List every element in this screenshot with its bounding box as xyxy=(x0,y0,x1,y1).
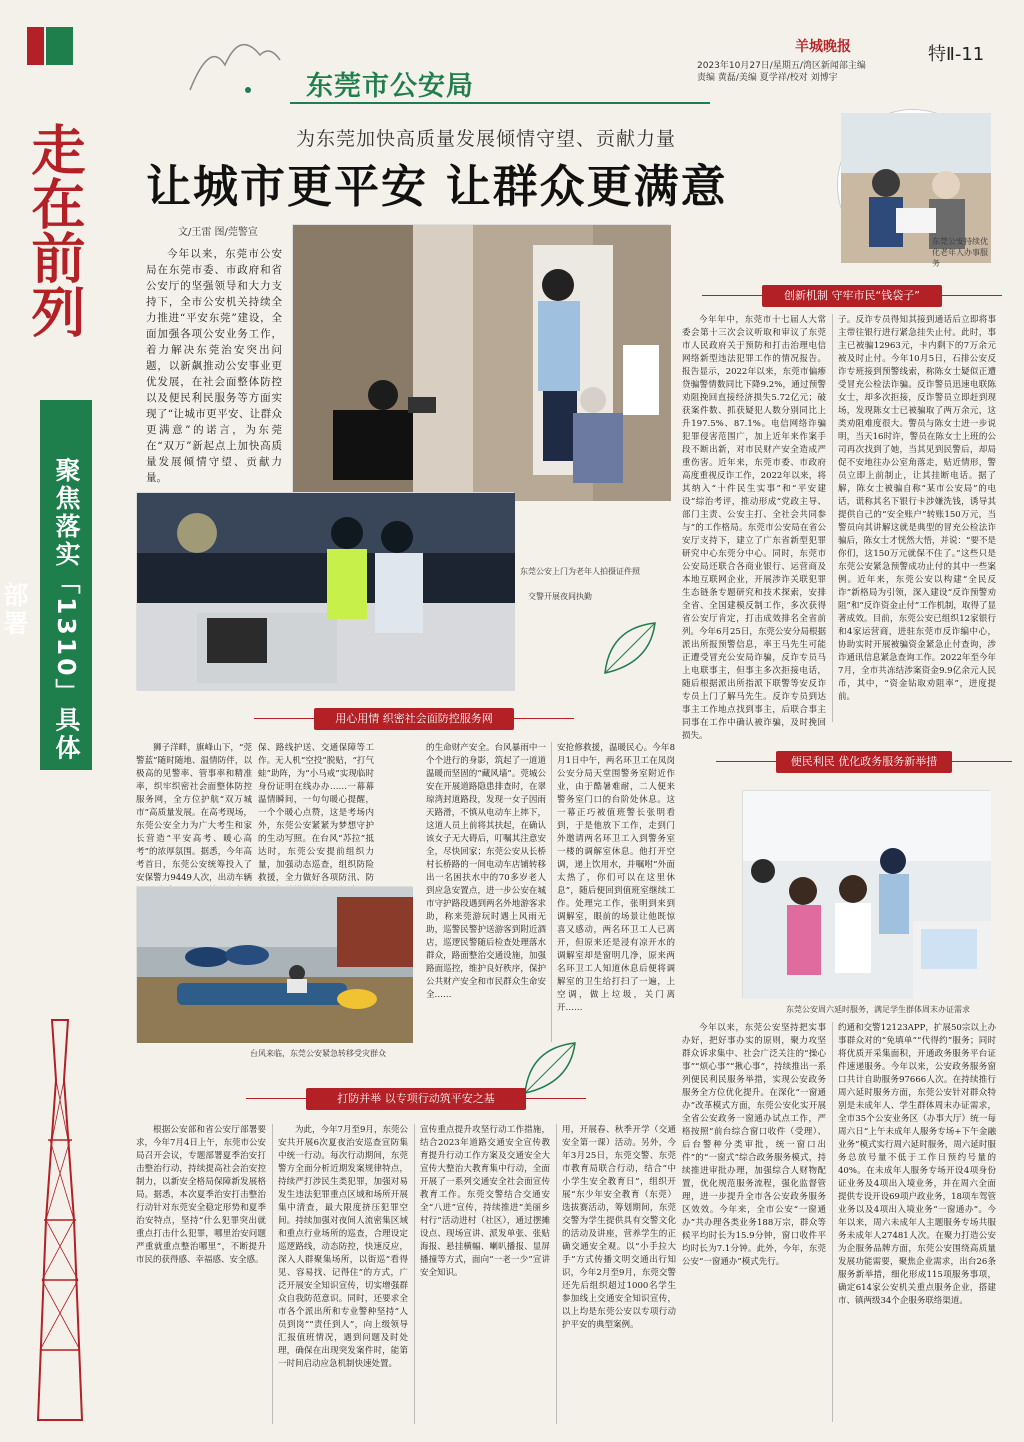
photo-caption: 台风来临，东莞公安紧急转移受灾群众 xyxy=(250,1049,386,1058)
section-title-vertical: 走在前列 xyxy=(23,122,87,338)
column-rule xyxy=(551,742,552,1042)
section-subtitle-vertical: 聚焦落实「1310」具体部署 xyxy=(40,400,92,770)
article-column: 子。反诈专员得知其接到通话后立即将事主带往银行进行紧急挂失止付。此时，事主已被骗12963元，卡内剩下的7万余元被及时止付。今年10月5日，石排公安反诈专班接到预警线索，称陈女士疑似正遭受冒充公检法诈骗。反诈警员迅速电联陈女士，却多次拒接，反诈警员立即赶到现场，发现陈女士已被骗取了两万余元，这类劝阻难度很大。警员与陈女士进一步说明，当天16时许，警员在陈女士上班的公司再次找到了她，当其见到民警后，却局促不安地往办公室角落走，贴近情形，警员立即上前制止，让其挂断电话。据了解，陈女士被骗自称“某市公安局”的电话，谎称其名下银行卡涉嫌洗钱，诱导其提供自己的“安全账户”转账150万元，当警员向其讲解这就是典型的冒充公检法诈骗后，陈女士才恍然大悟，并说：“要不是你们，这150万元就保不住了。”这些只是东莞公安紧急预警成功止付的其中一些案例。近年来，东莞公安以构建“全民反诈”新格局为引领，深入建设“反诈预警劝阻”和“反诈资金止付”工作机制，取得了显著成效。目前，东莞公安已组织12家银行和4家运营商，进驻东莞市反诈编中心，协助实时开展被骗资金紧急止付查询，涉诈通讯信息紧急查询工作。2022年至今年7月，全市共冻结涉案资金9.9亿余元人民币，其中，“资金钻取劝阻率”，进度提前。 xyxy=(838,315,996,702)
article-column: 安抢修救援，温暖民心。今年8月1日中午，两名环卫工在凤岗公安分局天堂围警务室附近作业，由于酷暑难耐，二人便来警务室门口的台阶处休息。这一幕正巧被值班警长张明看到，于是他放下工作，走到门外邀请两名环卫工入到警务室一楼的调解室休息。他打开空调，递上饮用水，并嘱咐“外面太热了，你们可以在这里休息”，随后便回到值班室继续工作。处理完工作，张明到来到调解室，眼前的场景让他既惊喜又感动，两名环卫工人已离开，但原来还是浸有凉开水的调解室却是窗明几净，原来两名环卫工人知道休息后便将调解室的卫生给打扫了一遍，上空调，做上垃圾，关门离开…… xyxy=(557,743,675,1013)
bureau-title: 东莞市公安局 xyxy=(306,71,474,102)
decor-red-block xyxy=(27,27,44,65)
newspaper-logo: 羊城晚报 xyxy=(795,39,851,55)
article-column: 的生命财产安全。台风暴雨中一个个进行的身影，筑起了一道道温暖而坚固的“藏风墙”。莞城公安在开展道路隐患排查时，在翠琼湾封道路段，发现一女子因雨天路滑，不慎从电动车上摔下，这道人员上前将其扶起，在确认该女子无大碍后，叮嘱其注意安全，尽快回家；东莞公安从长桥村长桥路的一间电动车店铺转移出一名困扶水中的70多岁老人到应急安置点，进一步公安在城市守护路段遇到两名外地游客求助，称来莞游玩时遇上风雨无助，巡警民警护送游客到附近酒店，巡逻民警随后检查处理落水群众，路面整治交通设施，加强路面巡控，维护良好秩序，保护公共财产安全和市民群众生命安全…… xyxy=(426,743,546,1000)
article-column: 今年以来，东莞公安坚持把实事办好，把好事办实的原则，聚力攻坚群众诉求集中、社会广泛关注的“操心事”“烦心事”“揪心事”，持续推出一系列便民利民服务举措，实现公安政务服务全方位优化提升。在深化“一窗通办”改革模式方面，东莞公安化实开展全省公安政务一窗通办试点工作，严格按照“前台综合窗口收件（受理）、后台警种分类审批，统一窗口出件”的“一窗式”综合政务服务模式，持续推进审批办理，加强综合人财物配置，优化规范服务流程，强化监督管理，进一步提升全市各公安政务服务区效效。今年来，全市公安“一窗通办”共办理各类业务188万宗，群众等候平均时长为15.9分钟，窗口收件平均时长为7.1分钟。此外，今年，东莞公安“一窗通办”模式先行。 xyxy=(682,1023,826,1267)
decor-green-block xyxy=(46,27,73,65)
section-banner: 创新机制 守牢市民“钱袋子” xyxy=(762,285,942,307)
article-column: 约通和交警12123APP，扩展50宗以上办事群众对的“免填单”“代得约”服务；同时将优质开采集面积，开通政务服务平台证件速递服务。今年以来，公安政务服务窗口共计自助服务97666人次。在持续推行周六延时服务方面，东莞公安针对群众特别是未成年人、学生群体周末办证需求，全市35个公安业务区（办事大厅）统一每周六日“上午未成年人服务专场+下午金融业务”模式实行周六延时服务，周六延时服务总放号量不低于工作日预约号量的40%。在未成年人服务专场开设4项身份证业务及4项出入境业务，并在周六全面提供专设开设69项户政业务，18项车驾管业务以及4项出入境业务“一窗通办”。今年以来，周六未成年人主题服务专场共服务未成年人27481人次。在聚力打造公安为企服务品牌方面，东莞公安围绕高质量发展功能需要，聚焦企业需求，出台26条服务新举措，细化形成115项服务事项，确定614家公安机关重点服务企业，搭建市、镇两级34个企服务联络渠道。 xyxy=(838,1023,996,1306)
traffic-police-photo xyxy=(136,492,514,690)
column-rule xyxy=(272,1124,273,1424)
section-banner: 用心用情 织密社会面防控服务网 xyxy=(314,708,514,730)
typhoon-rescue-photo xyxy=(136,886,412,1042)
byline: 文/王雷 图/莞警宣 xyxy=(178,227,258,238)
article-subtitle: 为东莞加快高质量发展倾情守望、贡献力量 xyxy=(296,128,677,150)
column-rule xyxy=(414,1124,415,1424)
section-banner: 便民利民 优化政务服务新举措 xyxy=(776,751,952,773)
column-rule xyxy=(556,1124,557,1424)
hills-line-art xyxy=(190,20,280,100)
photo-caption: 东莞公安上门为老年人拍摄证件照 xyxy=(520,567,640,576)
divider xyxy=(290,102,710,104)
lead-paragraph: 今年以来，东莞市公安局在东莞市委、市政府和省公安厅的坚强领导和大力支持下，全市公安机关持续全力推进“平安东莞”建设，全面加强各项公安业务工作，着力解决东莞治安突出问题，以新飙推动公安事业更优发展，在社会面整体防控以及便民利民服务等方面实现了“让城市更平安、让群众更满意”的诺言，为东莞在“双万”新起点上加快高质量发展倾情守望、贡献力量。 xyxy=(146,248,282,484)
meta-line: 2023年10月27日/星期五/湾区新闻部主编 xyxy=(697,61,866,71)
page-number: 特Ⅱ-11 xyxy=(928,44,985,65)
leaf-decoration xyxy=(600,618,670,678)
id-photo-scene xyxy=(292,224,670,500)
edition-meta xyxy=(697,60,866,84)
section-banner: 打防并举 以专项行动筑平安之基 xyxy=(306,1088,526,1110)
column-rule xyxy=(832,314,833,722)
article-column: 今年年中，东莞市十七届人大常委会第十三次会议听取和审议了东莞市人民政府关于预防和打击治理电信网络新型违法犯罪工作的情况报告。报告显示，2022年以来，东莞市偏瘆贷骗警情数同比下降9.2%，通过预警劝阻挽回直接经济损失5.72亿元；破获案件数、抓获疑犯人数分别同比上升197.5%、87.1%。电信网络诈骗犯罪侵害范围广，加上近年来作案手段不断出新，对市民财产安全造成严重伤害。近年来，东莞市委、市政府高度重视反诈工作，2022年以来，将其纳入“十件民生实事”和“平安建设”综治考评，推动形成“党政主导、部门主责、公安主打、全社会共同参与”的工作格局。东莞市公安局在省公安厅支持下，建立了广东省新型犯罪研究中心东莞分中心。同时，东莞市公安局还联合各商业银行、运营商及本地互联网企业，开展涉诈关联犯罪生态链条专题研究和技术探索，安排全省、全国建模反制工作，多次获得省公安厅肯定，打击成效排名全省前列。今年6月25日，东莞公安分局根据派出所报预警信息，率王马先生可能正遭受冒充公安局诈骗，反诈专员马上电联事主，但事主多次拒接电话，随后根据派出所指派下联警等安反诈专员上门了解马先生。反诈专员到达事主工作地点找到事主，后联合事主同事在工作中确认被诈骗，及时挽回损失。 xyxy=(682,315,826,741)
article-column: 根据公安部和省公安厅部署要求，今年7月4日上午，东莞市公安局召开会议，专题部署夏季治安打击整治行动，持续提高社会治安控制力，以新安全格局保障新发展格局。据悉，本次夏季治安打击整治行动针对东莞安全稳定形势和夏季治安特点，坚持“什么犯罪突出就重点打击什么犯罪，哪里治安问题严重就重点整治哪里”，不断提升市民的获得感、幸福感、安全感。 xyxy=(136,1125,266,1265)
article-headline: 让城市更平安 让群众更满意 xyxy=(146,160,728,213)
leaf-decoration xyxy=(520,1038,590,1098)
column-rule xyxy=(832,1022,833,1422)
student-service-photo xyxy=(742,790,990,998)
article-column: 用，开展春、秋季开学（交通安全第一课）活动。另外，今年3月25日，东莞交警、东莞市教育局联合行动，结合“中小学生安全教育日”，组织开展“东少年安全教育（东莞）选拔赛活动，筹划期间，东莞交警为学生提供具有交警文化的活动及讲座，营养学生的正确交通安全观。以“小手拉大手”方式传播文明交通出行知识，今年2月至9月，东莞交警还先后组织超过1000名学生参加线上交通安全知识宣传，以上均是东莞公安以专项行动护平安的典型案例。 xyxy=(562,1125,676,1330)
article-column: 保、路线护送、交通保障等工作。无人机“空投”脱贴，“打气蛙”助阵，为“小马戒”实现临时身份证明在线办办……一幕幕温情瞬间，一句句暖心提醒，一个个暖心点赞，这是考场内外，东莞公安紧紧为梦想守护的生动写照。在台风“苏拉”抵达时，东莞公安提前组织力量，加强动态巡查，组织防险救援，全力做好各项防汛、防 xyxy=(258,743,374,883)
canton-tower-illustration xyxy=(30,1020,90,1420)
photo-caption: 交警开展夜间执勤 xyxy=(528,592,592,601)
meta-line: 责编 黄磊/美编 夏学祥/校对 刘博宇 xyxy=(697,73,838,83)
photo-caption: 东莞公安持续优化老年人办事服务 xyxy=(932,237,988,268)
article-column: 宣传重点提升攻坚行动工作措施，结合2023年道路交通安全宣传教育提升行动工作方案及交通安全大宣传大整治大教育集中行动，全面开展了一系列交通安全社会面宣传教育工作。东莞交警结合交通安全“八进”宣传，持续推进“美丽乡村行”活动进村（社区），通过摆摊设点、现场宣讲、派发单张、张贴海报、悬挂横幅、喇叭播报、显屏播撞等方式，面向“一老一少”宣讲安全知识。 xyxy=(420,1125,550,1278)
photo-caption: 东莞公安周六延时服务，满足学生群体周末办证需求 xyxy=(786,1005,970,1014)
article-column: 狮子洋畔，旗峰山下，“莞警蓝”随时随地、温情防伴，以极高的见警率、管事率和精准率，织牢织密社会面整体防控服务网，全方位护航“双万城市”高质量发展。在高考现场，东莞公安全力为广大考生和家长营造“平安高考、暖心高考”的浓厚氛围。据悉，今年高考首日，东莞公安统筹投入了安保警力9449人次，出动车辆 xyxy=(136,743,252,883)
article-column: 为此，今年7月至9月，东莞公安共开展6次夏夜治安巡查宣防集中统一行动。每次行动期间，东莞警方全面分析近期发案规律特点，持续严打涉民生类犯罪，加强对易发生违法犯罪重点区域和场所开展集中清查，最大限度挤压犯罪空间。持续加强对夜间人流密集区域和重点行业场所的巡查，合理设定巡逻路线，动态防控，快速反应，深入人群聚集场所，以街巡“看得见、容易找、记得住”的方式，广泛开展安全知识宣传，切实增强群众自我防范意识。同时，还要求全市各个派出所和专业警种坚持“人员到岗”“责任到人”，向上级领导汇报值班情况，遇到问题及时处理，确保在出现突发案件时，能第一时间启动应急机制快速处置。 xyxy=(278,1125,408,1369)
